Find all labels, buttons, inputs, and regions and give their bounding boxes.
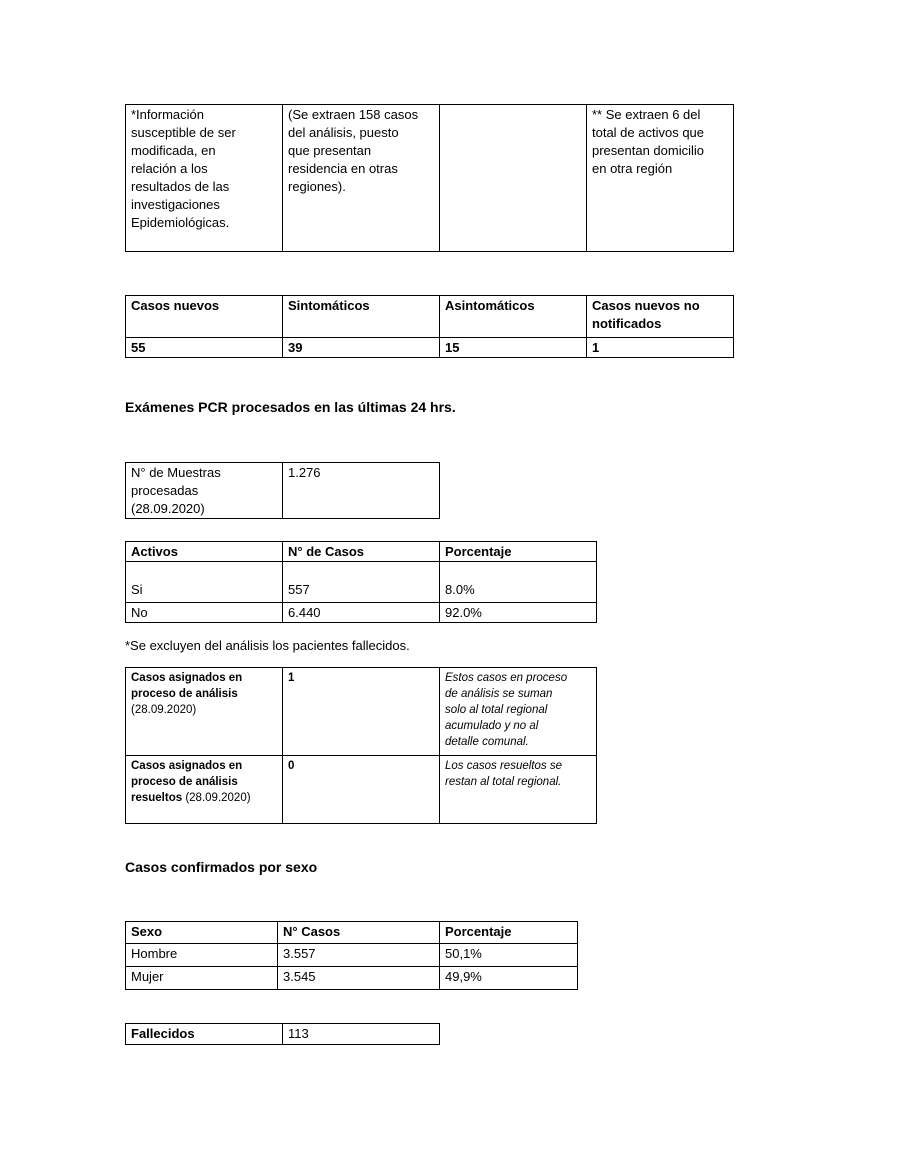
note-line: susceptible de ser (131, 125, 236, 140)
note-line: *Información (131, 107, 204, 122)
label-line: Casos asignados en (131, 672, 243, 684)
note-line: restan al total regional. (445, 776, 562, 788)
header-cell: Porcentaje (440, 922, 578, 944)
deaths-label: Fallecidos (126, 1024, 283, 1045)
label-line: resueltos (131, 792, 183, 804)
note-line: relación a los (131, 161, 208, 176)
notes-table (125, 104, 734, 252)
label-line: proceso de análisis (131, 776, 238, 788)
header-cell: Activos (126, 542, 283, 562)
header-cell: N° de Casos (283, 542, 440, 562)
pcr-table (125, 462, 440, 519)
deaths-value: 113 (283, 1024, 440, 1045)
note-cell-extracted (283, 105, 440, 252)
note-line: acumulado y no al (445, 720, 539, 732)
pcr-label-cell (126, 463, 283, 519)
header-text: Casos nuevos (131, 298, 220, 313)
new-cases-table (125, 295, 734, 358)
header-cell (587, 296, 734, 338)
assigned-value-cell: 0 (283, 756, 440, 824)
table-cell: 49,9% (440, 967, 578, 990)
assigned-label-cell (126, 756, 283, 824)
label-line: proceso de análisis (131, 688, 238, 700)
header-text: Sintomáticos (288, 298, 370, 313)
note-line: presentan domicilio (592, 143, 705, 158)
sex-heading: Casos confirmados por sexo (125, 859, 318, 875)
table-cell: No (126, 603, 283, 623)
table-cell: 50,1% (440, 944, 578, 967)
pcr-value-cell: 1.276 (283, 463, 440, 519)
label-date: (28.09.2020) (131, 704, 197, 716)
value-cell: 55 (126, 338, 283, 358)
note-line: Los casos resueltos se (445, 760, 562, 772)
header-cell (440, 296, 587, 338)
note-line: solo al total regional (445, 704, 548, 716)
table-cell: Mujer (126, 967, 278, 990)
table-cell (283, 562, 440, 603)
assigned-note-cell (440, 756, 597, 824)
cell-text: Si (131, 582, 143, 597)
assigned-note-cell (440, 668, 597, 756)
note-line: modificada, en (131, 143, 216, 158)
note-line: Epidemiológicas. (131, 215, 230, 230)
value-cell: 1 (587, 338, 734, 358)
note-cell-active (587, 105, 734, 252)
header-cell: Sexo (126, 922, 278, 944)
assigned-label-cell (126, 668, 283, 756)
sex-table (125, 921, 578, 990)
active-table (125, 541, 597, 623)
note-line: Estos casos en proceso (445, 672, 568, 684)
assigned-table (125, 667, 597, 824)
table-cell: 3.557 (278, 944, 440, 967)
table-cell (126, 562, 283, 603)
table-cell: Hombre (126, 944, 278, 967)
table-cell (440, 562, 597, 603)
value-cell: 39 (283, 338, 440, 358)
header-cell: N° Casos (278, 922, 440, 944)
note-line: total de activos que (592, 125, 705, 140)
note-line: que presentan (288, 143, 372, 158)
table-cell: 3.545 (278, 967, 440, 990)
active-footnote: *Se excluyen del análisis los pacientes fallecidos. (125, 638, 410, 653)
header-cell (283, 296, 440, 338)
note-line: de análisis se suman (445, 688, 553, 700)
note-cell-info (126, 105, 283, 252)
note-line: ** Se extraen 6 del (592, 107, 701, 122)
note-line: investigaciones (131, 197, 220, 212)
header-text: Asintomáticos (445, 298, 535, 313)
note-line: resultados de las (131, 179, 230, 194)
note-line: en otra región (592, 161, 673, 176)
label-line: Casos asignados en (131, 760, 243, 772)
cell-text: 557 (288, 582, 310, 597)
table-cell: 6.440 (283, 603, 440, 623)
note-cell-empty (440, 105, 587, 252)
note-line: residencia en otras (288, 161, 398, 176)
header-text: notificados (592, 316, 662, 331)
table-cell: 92.0% (440, 603, 597, 623)
note-line: (Se extraen 158 casos (288, 107, 419, 122)
value-cell: 15 (440, 338, 587, 358)
pcr-label-line: procesadas (131, 483, 199, 498)
pcr-label-line: N° de Muestras (131, 465, 221, 480)
note-line: del análisis, puesto (288, 125, 399, 140)
header-cell (126, 296, 283, 338)
note-line: detalle comunal. (445, 736, 529, 748)
pcr-label-line: (28.09.2020) (131, 501, 205, 516)
pcr-heading: Exámenes PCR procesados en las últimas 24 hrs. (125, 399, 456, 415)
deaths-table (125, 1023, 440, 1045)
label-date: (28.09.2020) (182, 792, 251, 804)
cell-text: 8.0% (445, 582, 475, 597)
header-text: Casos nuevos no (592, 298, 700, 313)
note-line: regiones). (288, 179, 346, 194)
header-cell: Porcentaje (440, 542, 597, 562)
assigned-value-cell: 1 (283, 668, 440, 756)
